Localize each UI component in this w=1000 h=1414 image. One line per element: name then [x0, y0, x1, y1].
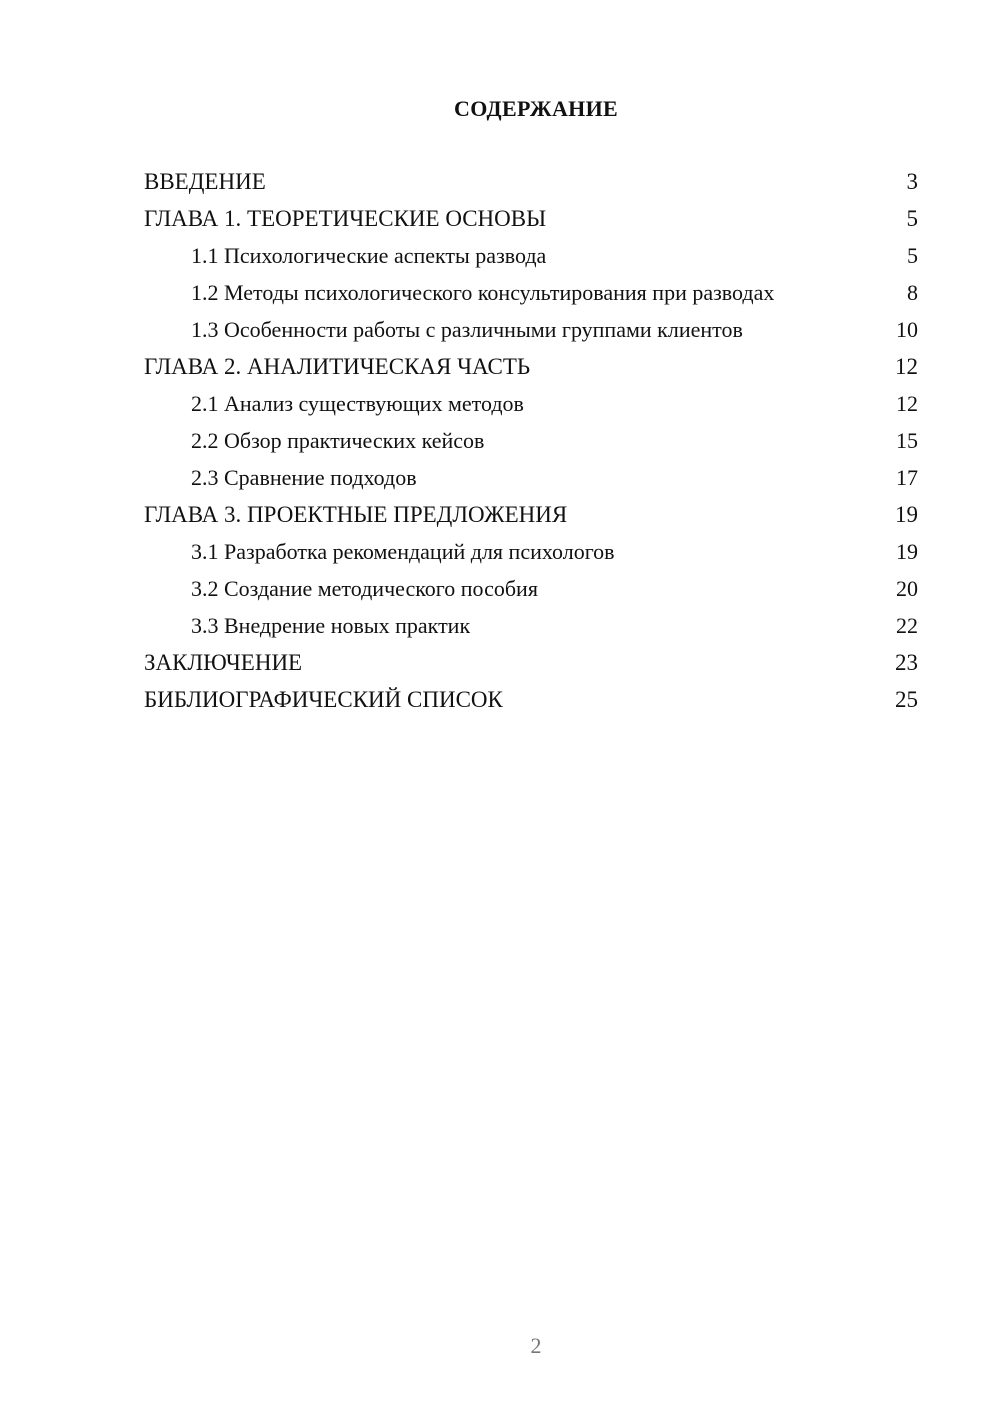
toc-entry-label: ЗАКЛЮЧЕНИЕ — [144, 650, 303, 675]
toc-entry-page: 17 — [896, 465, 918, 490]
toc-entry-label: ГЛАВА 3. ПРОЕКТНЫЕ ПРЕДЛОЖЕНИЯ — [144, 502, 568, 527]
toc-entry-page: 12 — [896, 391, 918, 416]
toc-entry-introduction[interactable] — [144, 168, 918, 195]
toc-entry-page: 19 — [896, 539, 918, 564]
toc-entry-page: 10 — [896, 317, 918, 342]
toc-entry-section-3-3[interactable] — [144, 612, 918, 639]
toc-entry-label: БИБЛИОГРАФИЧЕСКИЙ СПИСОК — [144, 687, 503, 712]
toc-entry-section-1-1[interactable] — [144, 242, 918, 269]
toc-entry-page: 20 — [896, 576, 918, 601]
toc-title: СОДЕРЖАНИЕ — [454, 96, 618, 121]
toc-entry-section-3-1[interactable] — [144, 538, 918, 565]
toc-entry-page: 3 — [906, 169, 918, 194]
toc-entry-label: 3.3 Внедрение новых практик — [191, 613, 471, 638]
toc-entry-label: 3.2 Создание методического пособия — [191, 576, 538, 601]
toc-entry-page: 5 — [906, 206, 918, 231]
toc-entry-label: 2.1 Анализ существующих методов — [191, 391, 524, 416]
toc-entry-label: ГЛАВА 2. АНАЛИТИЧЕСКАЯ ЧАСТЬ — [144, 354, 531, 379]
toc-entry-page: 22 — [896, 613, 918, 638]
toc-entry-page: 8 — [907, 280, 918, 305]
toc-entry-chapter-3[interactable] — [144, 501, 918, 528]
toc-entry-label: 2.3 Сравнение подходов — [191, 465, 417, 490]
toc-entry-conclusion[interactable] — [144, 649, 918, 676]
toc-entry-page: 15 — [896, 428, 918, 453]
toc-entry-chapter-2[interactable] — [144, 353, 918, 380]
toc-entry-section-2-1[interactable] — [144, 390, 918, 417]
toc-entry-page: 5 — [907, 243, 918, 268]
toc-entry-section-2-2[interactable] — [144, 427, 918, 454]
toc-entry-label: 2.2 Обзор практических кейсов — [191, 428, 485, 453]
toc-entry-label: ГЛАВА 1. ТЕОРЕТИЧЕСКИЕ ОСНОВЫ — [144, 206, 547, 231]
toc-entry-label: 1.3 Особенности работы с различными группами клиентов — [191, 317, 743, 342]
toc-entry-page: 19 — [895, 502, 918, 527]
toc-entry-label: 1.1 Психологические аспекты развода — [191, 243, 547, 268]
page-number: 2 — [530, 1333, 542, 1358]
toc-entry-page: 25 — [895, 687, 918, 712]
toc-entry-section-3-2[interactable] — [144, 575, 918, 602]
toc-entry-section-1-2[interactable] — [144, 279, 918, 306]
toc-entry-bibliography[interactable] — [144, 686, 918, 713]
toc-entry-chapter-1[interactable] — [144, 205, 918, 232]
toc-entry-label: 3.1 Разработка рекомендаций для психологов — [191, 539, 615, 564]
table-of-contents — [144, 168, 918, 723]
toc-entry-section-2-3[interactable] — [144, 464, 918, 491]
toc-entry-section-1-3[interactable] — [144, 316, 918, 343]
toc-entry-page: 12 — [895, 354, 918, 379]
toc-entry-label: ВВЕДЕНИЕ — [144, 169, 266, 194]
toc-entry-page: 23 — [895, 650, 918, 675]
toc-entry-label: 1.2 Методы психологического консультирования при разводах — [191, 280, 775, 305]
